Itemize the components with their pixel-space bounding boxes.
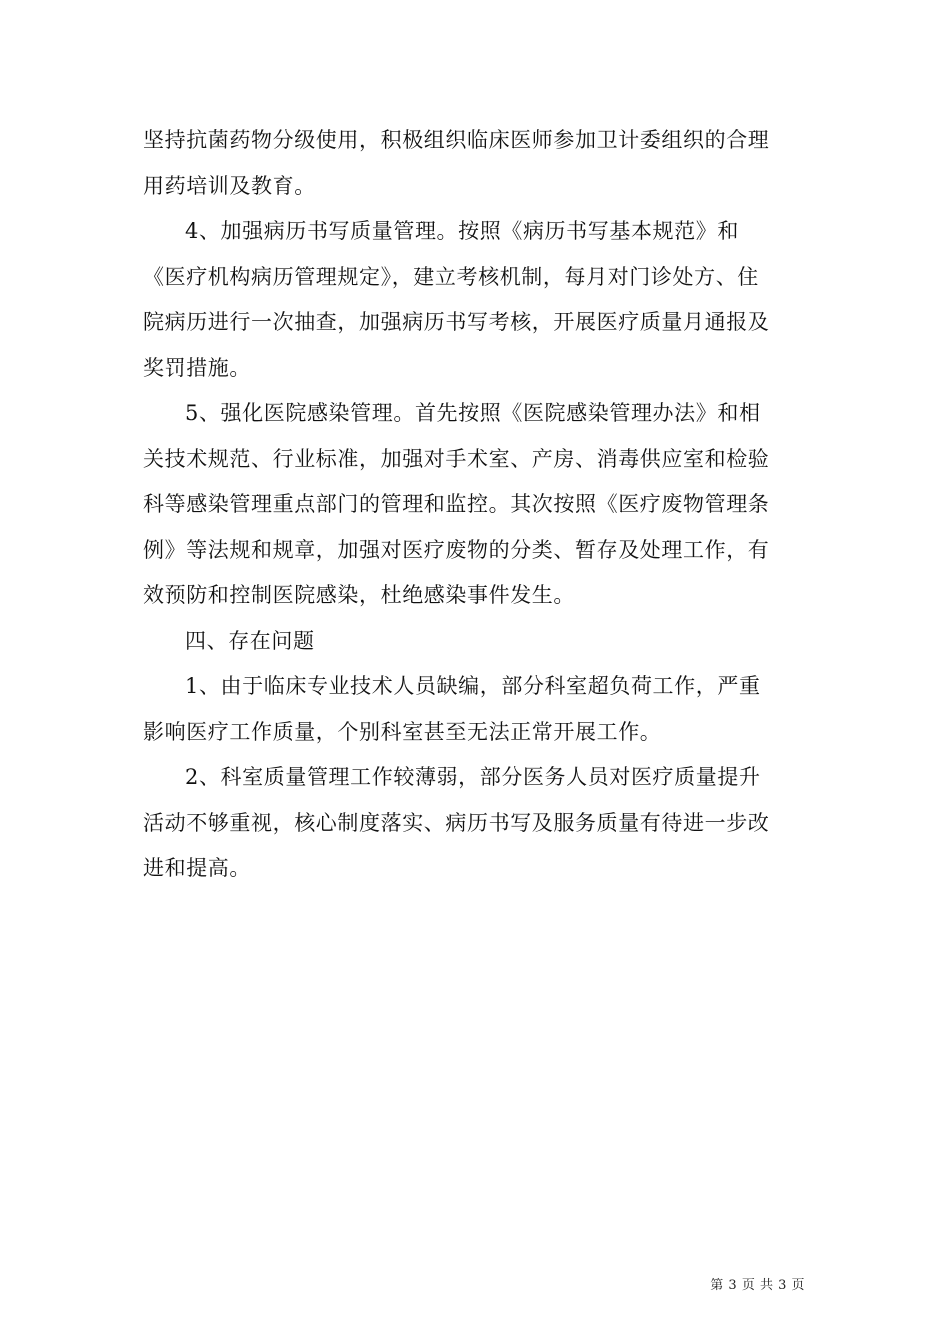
text-line: 院病历进行一次抽查，加强病历书写考核，开展医疗质量月通报及 xyxy=(143,310,770,334)
text-line: 坚持抗菌药物分级使用，积极组织临床医师参加卫计委组织的合理 xyxy=(143,128,770,152)
text-line: 影响医疗工作质量，个别科室甚至无法正常开展工作。 xyxy=(143,719,662,744)
paragraph-problem-2 xyxy=(143,755,809,892)
document-body xyxy=(143,118,809,892)
text-line: 效预防和控制医院感染，杜绝感染事件发生。 xyxy=(143,583,575,607)
text-line: 《医疗机构病历管理规定》，建立考核机制，每月对门诊处方、住 xyxy=(143,264,759,289)
text-line: 活动不够重视，核心制度落实、病历书写及服务质量有待进一步改 xyxy=(143,810,770,835)
paragraph-medical-records xyxy=(143,209,809,391)
paragraph-infection-control xyxy=(143,391,809,619)
paragraph-problem-1 xyxy=(143,664,809,755)
text-line: 2、科室质量管理工作较薄弱，部分医务人员对医疗质量提升 xyxy=(185,765,761,789)
text-line: 四、存在问题 xyxy=(185,628,315,653)
text-line: 奖罚措施。 xyxy=(143,355,251,380)
paragraph-antibiotics-continued xyxy=(143,118,809,209)
text-line: 例》等法规和规章，加强对医疗废物的分类、暂存及处理工作，有 xyxy=(143,537,770,562)
text-line: 关技术规范、行业标准，加强对手术室、产房、消毒供应室和检验 xyxy=(143,446,770,471)
text-line: 1、由于临床专业技术人员缺编，部分科室超负荷工作，严重 xyxy=(185,674,761,698)
text-line: 用药培训及教育。 xyxy=(143,173,316,198)
page-number-footer: 第 3 页 共 3 页 xyxy=(710,1278,805,1293)
text-line: 进和提高。 xyxy=(143,856,251,880)
text-line: 5、强化医院感染管理。首先按照《医院感染管理办法》和相 xyxy=(185,401,761,425)
text-line: 4、加强病历书写质量管理。按照《病历书写基本规范》和 xyxy=(185,219,739,243)
section-heading-problems xyxy=(143,619,809,665)
text-line: 科等感染管理重点部门的管理和监控。其次按照《医疗废物管理条 xyxy=(143,492,770,516)
